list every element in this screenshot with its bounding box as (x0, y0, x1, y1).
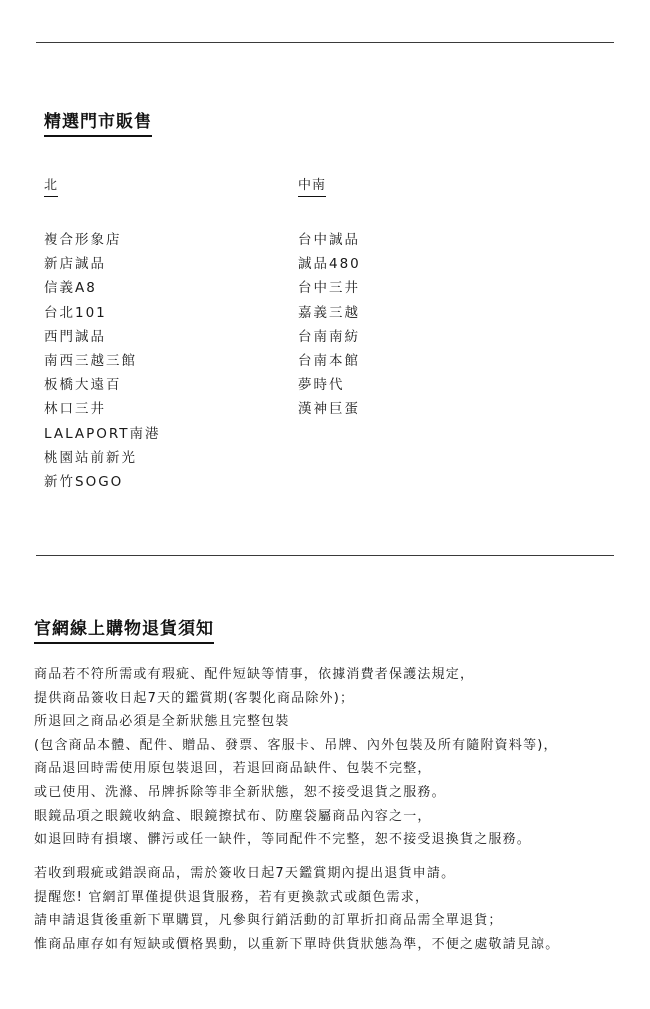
policy-line: 商品若不符所需或有瑕疵、配件短缺等情事，依據消費者保護法規定， (34, 667, 475, 682)
policy-paragraph-2 (34, 862, 559, 956)
store-list-central-south (298, 228, 361, 422)
top-divider (36, 42, 614, 43)
store-item: 嘉義三越 (298, 304, 360, 321)
policy-line: 或已使用、洗滌、吊牌拆除等非全新狀態，恕不接受退貨之服務。 (34, 784, 446, 800)
store-item: 西門誠品 (44, 328, 106, 345)
store-item: 台南本館 (298, 353, 360, 370)
store-item: 板橋大遠百 (44, 377, 122, 394)
store-item: 新竹SOGO (44, 474, 124, 491)
store-item: 信義A8 (44, 280, 97, 297)
region-header-central-south: 中南 (298, 178, 326, 197)
store-item: LALAPORT南港 (44, 425, 161, 442)
policy-line: (包含商品本體、配件、贈品、發票、客服卡、吊牌、內外包裝及所有隨附資料等)， (34, 737, 558, 753)
policy-line: 提醒您! 官網訂單僅提供退貨服務，若有更換款式或顏色需求， (34, 889, 430, 905)
policy-line: 眼鏡品項之眼鏡收納盒、眼鏡擦拭布、防塵袋屬商品內容之一， (34, 808, 432, 824)
store-item: 誠品480 (298, 256, 361, 273)
store-item: 桃園站前新光 (44, 449, 137, 466)
store-list-north (44, 228, 161, 494)
policy-line: 請申請退貨後重新下單購買，凡參與行銷活動的訂單折扣商品需全單退貨； (34, 913, 503, 929)
policy-section-title: 官網線上購物退貨須知 (34, 619, 214, 644)
stores-section-title: 精選門市販售 (44, 112, 152, 137)
policy-paragraph-1 (34, 663, 558, 852)
store-item: 台中三井 (298, 280, 360, 297)
store-item: 漢神巨蛋 (298, 401, 360, 418)
policy-line: 如退回時有損壞、髒污或任一缺件，等同配件不完整，恕不接受退換貨之服務。 (34, 832, 532, 848)
policy-line: 惟商品庫存如有短缺或價格異動，以重新下單時供貨狀態為準，不便之處敬請見諒。 (34, 936, 560, 952)
policy-line: 若收到瑕疵或錯誤商品，需於簽收日起7天鑑賞期內提出退貨申請。 (34, 866, 456, 881)
policy-line: 提供商品簽收日起7天的鑑賞期(客製化商品除外)； (34, 690, 355, 706)
section-divider (36, 555, 614, 556)
store-item: 南西三越三館 (44, 353, 137, 370)
store-item: 台北101 (44, 304, 107, 321)
store-item: 台南南紡 (298, 328, 360, 345)
policy-line: 所退回之商品必須是全新狀態且完整包裝 (34, 714, 290, 730)
store-item: 台中誠品 (298, 232, 360, 248)
region-header-north: 北 (44, 178, 58, 197)
store-item: 夢時代 (298, 377, 345, 394)
store-item: 複合形象店 (44, 232, 122, 248)
store-item: 林口三井 (44, 401, 106, 418)
policy-line: 商品退回時需使用原包裝退回，若退回商品缺件、包裝不完整， (34, 761, 432, 777)
store-item: 新店誠品 (44, 256, 106, 273)
